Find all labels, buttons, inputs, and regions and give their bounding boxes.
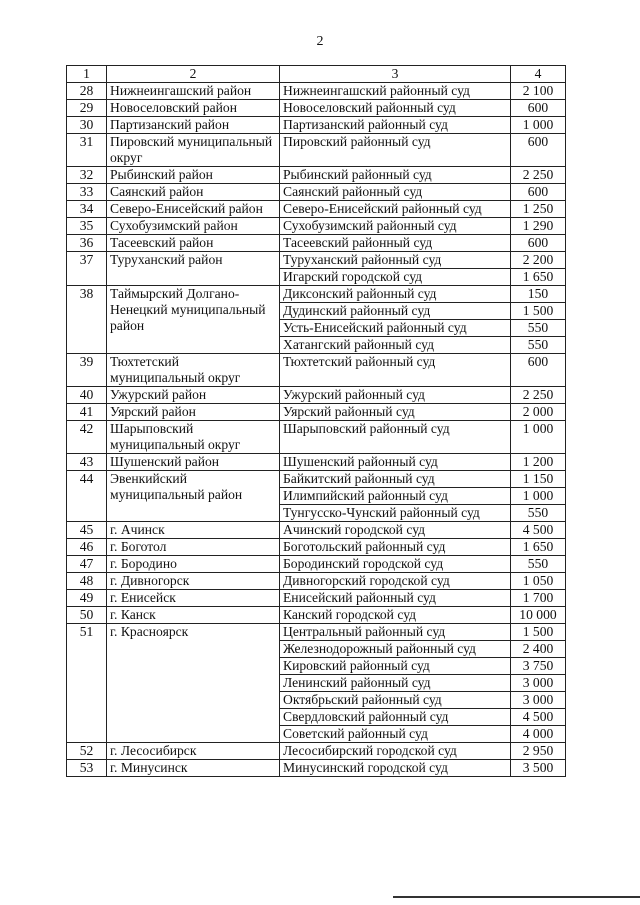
row-number-cell: 34 (67, 201, 107, 218)
row-number-cell: 33 (67, 184, 107, 201)
table-row (67, 760, 566, 777)
value-cell: 3 750 (511, 658, 566, 675)
court-name-cell: Центральный районный суд (280, 624, 511, 641)
table-row (67, 454, 566, 471)
court-name-cell: Канский городской суд (280, 607, 511, 624)
value-cell: 550 (511, 320, 566, 337)
court-allocation-table (66, 65, 566, 777)
value-cell: 1 000 (511, 488, 566, 505)
value-cell: 1 700 (511, 590, 566, 607)
value-cell: 2 100 (511, 83, 566, 100)
court-name-cell: Дивногорский городской суд (280, 573, 511, 590)
table-row (67, 201, 566, 218)
row-number-cell: 41 (67, 404, 107, 421)
table-row (67, 117, 566, 134)
row-number-cell: 51 (67, 624, 107, 743)
court-name-cell: Тюхтетский районный суд (280, 354, 511, 387)
district-cell: г. Лесосибирск (107, 743, 280, 760)
district-cell: Уярский район (107, 404, 280, 421)
court-name-cell: Железнодорожный районный суд (280, 641, 511, 658)
district-cell: Сухобузимский район (107, 218, 280, 235)
table-row (67, 235, 566, 252)
row-number-cell: 46 (67, 539, 107, 556)
court-name-cell: Енисейский районный суд (280, 590, 511, 607)
court-name-cell: Новоселовский районный суд (280, 100, 511, 117)
table-row (67, 387, 566, 404)
court-name-cell: Ачинский городской суд (280, 522, 511, 539)
table-row (67, 539, 566, 556)
court-name-cell: Минусинский городской суд (280, 760, 511, 777)
row-number-cell: 36 (67, 235, 107, 252)
court-name-cell: Бородинский городской суд (280, 556, 511, 573)
table-body (67, 66, 566, 777)
value-cell: 3 000 (511, 692, 566, 709)
value-cell: 550 (511, 556, 566, 573)
value-cell: 10 000 (511, 607, 566, 624)
court-name-cell: Свердловский районный суд (280, 709, 511, 726)
header-cell-2: 2 (107, 66, 280, 83)
district-cell: Таймырский Долгано-Ненецкий муниципальный район (107, 286, 280, 354)
value-cell: 1 500 (511, 624, 566, 641)
district-cell: Северо-Енисейский район (107, 201, 280, 218)
district-cell: г. Енисейск (107, 590, 280, 607)
value-cell: 4 500 (511, 709, 566, 726)
table-row (67, 404, 566, 421)
court-name-cell: Партизанский районный суд (280, 117, 511, 134)
district-cell: Саянский район (107, 184, 280, 201)
row-number-cell: 31 (67, 134, 107, 167)
value-cell: 550 (511, 337, 566, 354)
district-cell: Партизанский район (107, 117, 280, 134)
value-cell: 1 650 (511, 269, 566, 286)
value-cell: 600 (511, 235, 566, 252)
row-number-cell: 52 (67, 743, 107, 760)
row-number-cell: 28 (67, 83, 107, 100)
court-name-cell: Советский районный суд (280, 726, 511, 743)
court-name-cell: Боготольский районный суд (280, 539, 511, 556)
bottom-rule (393, 896, 640, 898)
value-cell: 600 (511, 100, 566, 117)
value-cell: 2 250 (511, 167, 566, 184)
row-number-cell: 30 (67, 117, 107, 134)
value-cell: 2 000 (511, 404, 566, 421)
row-number-cell: 50 (67, 607, 107, 624)
row-number-cell: 35 (67, 218, 107, 235)
district-cell: Тюхтетский муниципальный округ (107, 354, 280, 387)
court-name-cell: Сухобузимский районный суд (280, 218, 511, 235)
district-cell: г. Канск (107, 607, 280, 624)
header-cell-3: 3 (280, 66, 511, 83)
district-cell: Рыбинский район (107, 167, 280, 184)
value-cell: 600 (511, 354, 566, 387)
table-row (67, 590, 566, 607)
value-cell: 2 250 (511, 387, 566, 404)
district-cell: Туруханский район (107, 252, 280, 286)
district-cell: Нижнеингашский район (107, 83, 280, 100)
row-number-cell: 42 (67, 421, 107, 454)
value-cell: 1 150 (511, 471, 566, 488)
district-cell: Пировский муниципальный округ (107, 134, 280, 167)
row-number-cell: 47 (67, 556, 107, 573)
court-name-cell: Октябрьский районный суд (280, 692, 511, 709)
value-cell: 4 500 (511, 522, 566, 539)
table-row (67, 354, 566, 387)
district-cell: г. Красноярск (107, 624, 280, 743)
district-cell: г. Ачинск (107, 522, 280, 539)
table-row (67, 556, 566, 573)
value-cell: 1 250 (511, 201, 566, 218)
table-row (67, 522, 566, 539)
court-name-cell: Пировский районный суд (280, 134, 511, 167)
court-name-cell: Рыбинский районный суд (280, 167, 511, 184)
header-cell-1: 1 (67, 66, 107, 83)
district-cell: Новоселовский район (107, 100, 280, 117)
row-number-cell: 44 (67, 471, 107, 522)
page-number: 2 (316, 34, 324, 49)
value-cell: 1 500 (511, 303, 566, 320)
value-cell: 600 (511, 184, 566, 201)
value-cell: 2 200 (511, 252, 566, 269)
court-name-cell: Тунгусско-Чунский районный суд (280, 505, 511, 522)
court-name-cell: Шарыповский районный суд (280, 421, 511, 454)
court-name-cell: Северо-Енисейский районный суд (280, 201, 511, 218)
table-row (67, 134, 566, 167)
row-number-cell: 37 (67, 252, 107, 286)
value-cell: 600 (511, 134, 566, 167)
table-row (67, 83, 566, 100)
table-row (67, 573, 566, 590)
table-row (67, 607, 566, 624)
value-cell: 2 400 (511, 641, 566, 658)
court-name-cell: Уярский районный суд (280, 404, 511, 421)
row-number-cell: 53 (67, 760, 107, 777)
row-number-cell: 38 (67, 286, 107, 354)
court-name-cell: Кировский районный суд (280, 658, 511, 675)
court-name-cell: Ленинский районный суд (280, 675, 511, 692)
value-cell: 1 200 (511, 454, 566, 471)
table-row (67, 167, 566, 184)
district-cell: Ужурский район (107, 387, 280, 404)
district-cell: г. Боготол (107, 539, 280, 556)
row-number-cell: 43 (67, 454, 107, 471)
court-name-cell: Усть-Енисейский районный суд (280, 320, 511, 337)
value-cell: 2 950 (511, 743, 566, 760)
value-cell: 550 (511, 505, 566, 522)
row-number-cell: 45 (67, 522, 107, 539)
court-name-cell: Тасеевский районный суд (280, 235, 511, 252)
table-header-row (67, 66, 566, 83)
value-cell: 1 000 (511, 117, 566, 134)
header-cell-4: 4 (511, 66, 566, 83)
row-number-cell: 39 (67, 354, 107, 387)
court-name-cell: Дудинский районный суд (280, 303, 511, 320)
district-cell: г. Бородино (107, 556, 280, 573)
court-name-cell: Туруханский районный суд (280, 252, 511, 269)
district-cell: г. Дивногорск (107, 573, 280, 590)
district-cell: Эвенкийский муниципальный район (107, 471, 280, 522)
table-row (67, 743, 566, 760)
table-row (67, 286, 566, 303)
value-cell: 3 000 (511, 675, 566, 692)
court-name-cell: Шушенский районный суд (280, 454, 511, 471)
row-number-cell: 29 (67, 100, 107, 117)
table-row (67, 471, 566, 488)
table-row (67, 184, 566, 201)
value-cell: 1 000 (511, 421, 566, 454)
value-cell: 1 290 (511, 218, 566, 235)
row-number-cell: 32 (67, 167, 107, 184)
district-cell: Шарыповский муниципальный округ (107, 421, 280, 454)
row-number-cell: 48 (67, 573, 107, 590)
district-cell: Шушенский район (107, 454, 280, 471)
table-row (67, 421, 566, 454)
court-name-cell: Саянский районный суд (280, 184, 511, 201)
value-cell: 4 000 (511, 726, 566, 743)
value-cell: 150 (511, 286, 566, 303)
row-number-cell: 40 (67, 387, 107, 404)
court-name-cell: Игарский городской суд (280, 269, 511, 286)
row-number-cell: 49 (67, 590, 107, 607)
court-name-cell: Диксонский районный суд (280, 286, 511, 303)
court-name-cell: Лесосибирский городской суд (280, 743, 511, 760)
court-name-cell: Хатангский районный суд (280, 337, 511, 354)
table-row (67, 218, 566, 235)
table-row (67, 252, 566, 269)
district-cell: Тасеевский район (107, 235, 280, 252)
court-name-cell: Ужурский районный суд (280, 387, 511, 404)
court-name-cell: Илимпийский районный суд (280, 488, 511, 505)
court-name-cell: Байкитский районный суд (280, 471, 511, 488)
value-cell: 3 500 (511, 760, 566, 777)
table-row (67, 624, 566, 641)
district-cell: г. Минусинск (107, 760, 280, 777)
value-cell: 1 650 (511, 539, 566, 556)
table-row (67, 100, 566, 117)
value-cell: 1 050 (511, 573, 566, 590)
court-name-cell: Нижнеингашский районный суд (280, 83, 511, 100)
